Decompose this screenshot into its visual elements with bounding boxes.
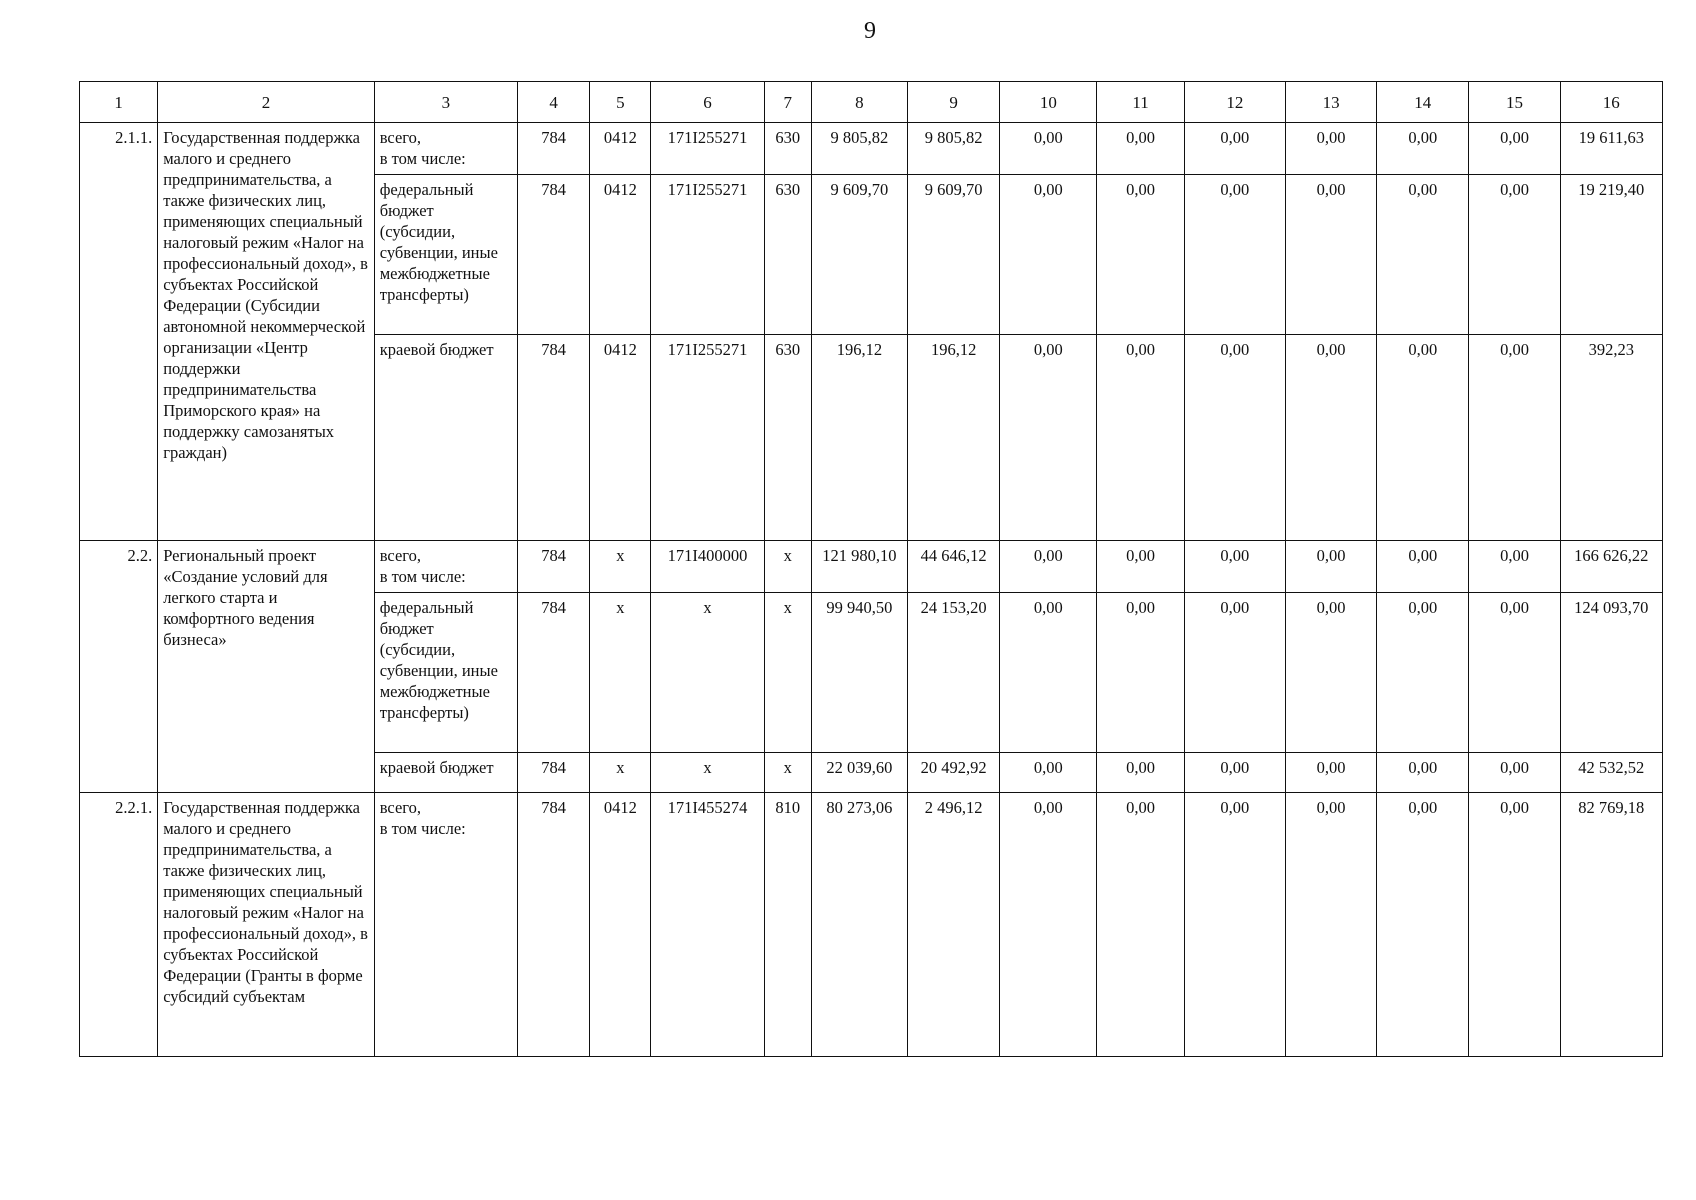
cell-c5: 0412 — [590, 335, 651, 541]
cell-c6: 171I255271 — [651, 335, 764, 541]
funding-source: всего, в том числе: — [374, 123, 517, 175]
cell-c4: 784 — [518, 541, 590, 593]
cell-c10: 0,00 — [1000, 335, 1097, 541]
cell-c16: 82 769,18 — [1560, 793, 1662, 1057]
header-cell: 10 — [1000, 82, 1097, 123]
header-cell: 5 — [590, 82, 651, 123]
cell-c12: 0,00 — [1184, 793, 1285, 1057]
funding-source: федеральный бюджет (субсидии, субвенции, иные межбюджетные трансферты) — [374, 593, 517, 753]
cell-c8: 22 039,60 — [811, 753, 907, 793]
budget-table — [79, 81, 1663, 1057]
funding-source: всего, в том числе: — [374, 541, 517, 593]
header-cell: 4 — [518, 82, 590, 123]
cell-c11: 0,00 — [1097, 541, 1184, 593]
cell-c14: 0,00 — [1377, 541, 1469, 593]
cell-c15: 0,00 — [1469, 593, 1560, 753]
cell-c6: x — [651, 753, 764, 793]
cell-c4: 784 — [518, 793, 590, 1057]
cell-c12: 0,00 — [1184, 335, 1285, 541]
cell-c9: 44 646,12 — [908, 541, 1000, 593]
row-index: 2.1.1. — [80, 123, 158, 541]
cell-c5: x — [590, 753, 651, 793]
cell-c9: 9 805,82 — [908, 123, 1000, 175]
cell-c8: 99 940,50 — [811, 593, 907, 753]
cell-c13: 0,00 — [1285, 793, 1376, 1057]
cell-c12: 0,00 — [1184, 541, 1285, 593]
header-cell: 13 — [1285, 82, 1376, 123]
table-row — [80, 123, 1663, 175]
cell-c16: 392,23 — [1560, 335, 1662, 541]
header-cell: 11 — [1097, 82, 1184, 123]
header-cell: 1 — [80, 82, 158, 123]
cell-c16: 124 093,70 — [1560, 593, 1662, 753]
cell-c4: 784 — [518, 175, 590, 335]
cell-c14: 0,00 — [1377, 175, 1469, 335]
page-number: 9 — [864, 18, 876, 44]
cell-c9: 24 153,20 — [908, 593, 1000, 753]
header-cell: 9 — [908, 82, 1000, 123]
cell-c4: 784 — [518, 753, 590, 793]
header-cell: 15 — [1469, 82, 1560, 123]
header-cell: 8 — [811, 82, 907, 123]
row-index: 2.2. — [80, 541, 158, 793]
cell-c15: 0,00 — [1469, 541, 1560, 593]
cell-c16: 42 532,52 — [1560, 753, 1662, 793]
cell-c8: 121 980,10 — [811, 541, 907, 593]
cell-c13: 0,00 — [1285, 753, 1376, 793]
funding-source: краевой бюджет — [374, 753, 517, 793]
cell-c8: 9 805,82 — [811, 123, 907, 175]
header-cell: 2 — [158, 82, 375, 123]
cell-c5: x — [590, 593, 651, 753]
cell-c4: 784 — [518, 335, 590, 541]
cell-c13: 0,00 — [1285, 541, 1376, 593]
cell-c15: 0,00 — [1469, 175, 1560, 335]
cell-c16: 19 611,63 — [1560, 123, 1662, 175]
cell-c5: 0412 — [590, 793, 651, 1057]
row-index: 2.2.1. — [80, 793, 158, 1057]
cell-c8: 80 273,06 — [811, 793, 907, 1057]
cell-c10: 0,00 — [1000, 123, 1097, 175]
cell-c10: 0,00 — [1000, 793, 1097, 1057]
cell-c14: 0,00 — [1377, 123, 1469, 175]
table-row — [80, 541, 1663, 593]
cell-c7: 630 — [764, 175, 811, 335]
cell-c7: 810 — [764, 793, 811, 1057]
table-row — [80, 793, 1663, 1057]
cell-c13: 0,00 — [1285, 175, 1376, 335]
measure-description: Государственная поддержка малого и среднего предпринимательства, а также физических лиц, применяющих специальный налоговый режим «Налог на профессиональный доход», в субъектах Российской Федерации (Гранты в форме субсидий субъектам — [158, 793, 375, 1057]
header-cell: 3 — [374, 82, 517, 123]
cell-c14: 0,00 — [1377, 793, 1469, 1057]
cell-c15: 0,00 — [1469, 753, 1560, 793]
cell-c8: 9 609,70 — [811, 175, 907, 335]
cell-c10: 0,00 — [1000, 541, 1097, 593]
cell-c5: x — [590, 541, 651, 593]
cell-c16: 19 219,40 — [1560, 175, 1662, 335]
cell-c5: 0412 — [590, 123, 651, 175]
header-cell: 14 — [1377, 82, 1469, 123]
cell-c11: 0,00 — [1097, 175, 1184, 335]
cell-c9: 20 492,92 — [908, 753, 1000, 793]
header-cell: 16 — [1560, 82, 1662, 123]
cell-c12: 0,00 — [1184, 593, 1285, 753]
cell-c15: 0,00 — [1469, 335, 1560, 541]
funding-source: федеральный бюджет (субсидии, субвенции, иные межбюджетные трансферты) — [374, 175, 517, 335]
cell-c15: 0,00 — [1469, 123, 1560, 175]
cell-c9: 196,12 — [908, 335, 1000, 541]
cell-c13: 0,00 — [1285, 335, 1376, 541]
header-cell: 7 — [764, 82, 811, 123]
cell-c14: 0,00 — [1377, 593, 1469, 753]
cell-c12: 0,00 — [1184, 753, 1285, 793]
cell-c14: 0,00 — [1377, 753, 1469, 793]
header-cell: 12 — [1184, 82, 1285, 123]
cell-c9: 9 609,70 — [908, 175, 1000, 335]
cell-c7: x — [764, 541, 811, 593]
cell-c16: 166 626,22 — [1560, 541, 1662, 593]
measure-description: Государственная поддержка малого и среднего предпринимательства, а также физических лиц, применяющих специальный налоговый режим «Налог на профессиональный доход», в субъектах Российской Федерации (Субсидии автономной некоммерческой организации «Центр поддержки предпринимательства Приморского края» на поддержку самозанятых граждан) — [158, 123, 375, 541]
funding-source: всего, в том числе: — [374, 793, 517, 1057]
cell-c8: 196,12 — [811, 335, 907, 541]
cell-c7: 630 — [764, 123, 811, 175]
cell-c9: 2 496,12 — [908, 793, 1000, 1057]
cell-c6: x — [651, 593, 764, 753]
cell-c7: x — [764, 593, 811, 753]
cell-c11: 0,00 — [1097, 123, 1184, 175]
cell-c13: 0,00 — [1285, 593, 1376, 753]
cell-c11: 0,00 — [1097, 753, 1184, 793]
cell-c12: 0,00 — [1184, 175, 1285, 335]
cell-c6: 171I400000 — [651, 541, 764, 593]
cell-c10: 0,00 — [1000, 753, 1097, 793]
measure-description: Региональный проект «Создание условий для легкого старта и комфортного ведения бизнеса» — [158, 541, 375, 793]
cell-c7: x — [764, 753, 811, 793]
cell-c14: 0,00 — [1377, 335, 1469, 541]
cell-c6: 171I255271 — [651, 175, 764, 335]
cell-c4: 784 — [518, 123, 590, 175]
cell-c4: 784 — [518, 593, 590, 753]
cell-c13: 0,00 — [1285, 123, 1376, 175]
cell-c10: 0,00 — [1000, 593, 1097, 753]
cell-c5: 0412 — [590, 175, 651, 335]
cell-c11: 0,00 — [1097, 593, 1184, 753]
table-header-row — [80, 82, 1663, 123]
cell-c6: 171I255271 — [651, 123, 764, 175]
cell-c12: 0,00 — [1184, 123, 1285, 175]
cell-c11: 0,00 — [1097, 335, 1184, 541]
cell-c15: 0,00 — [1469, 793, 1560, 1057]
cell-c10: 0,00 — [1000, 175, 1097, 335]
header-cell: 6 — [651, 82, 764, 123]
cell-c11: 0,00 — [1097, 793, 1184, 1057]
cell-c7: 630 — [764, 335, 811, 541]
cell-c6: 171I455274 — [651, 793, 764, 1057]
funding-source: краевой бюджет — [374, 335, 517, 541]
